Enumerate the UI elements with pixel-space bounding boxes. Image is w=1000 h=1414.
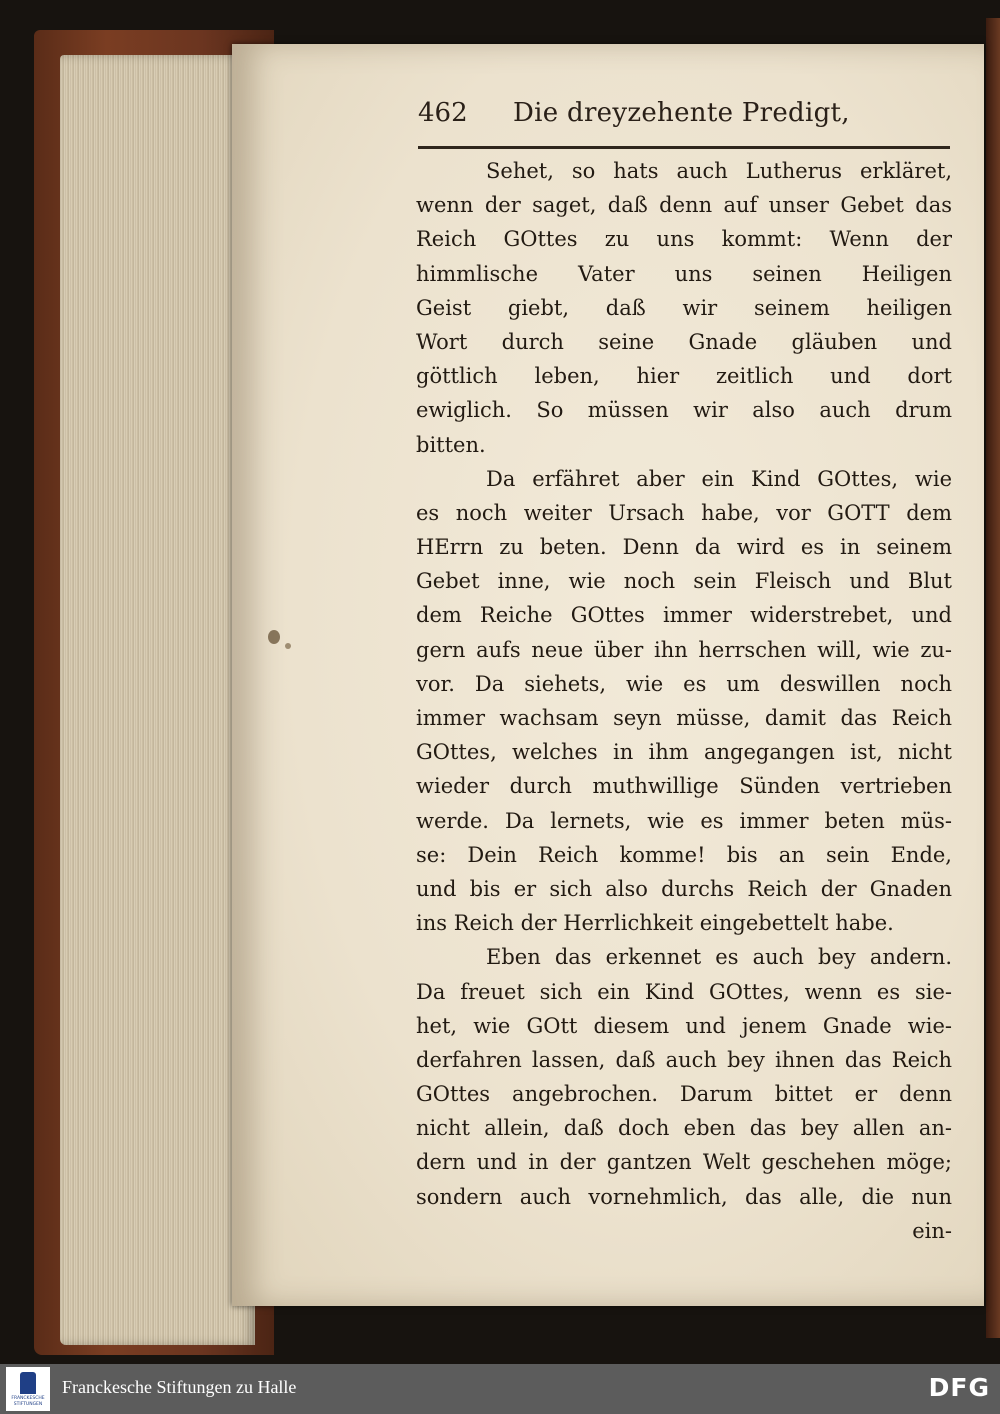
text-line: bitten.	[416, 432, 486, 457]
institution-logo-icon	[20, 1372, 36, 1394]
text-line: nicht allein, daß doch eben das bey allen an-	[416, 1116, 952, 1141]
text-line: himmlische Vater uns seinen Heiligen	[416, 261, 952, 286]
text-line: Reich GOttes zu uns kommt: Wenn der	[416, 227, 952, 252]
text-line: werde. Da lernets, wie es immer beten müs-	[416, 808, 952, 833]
dfg-logo[interactable]: DFG	[928, 1373, 990, 1402]
page-edges	[60, 55, 255, 1345]
text-line: wenn der saget, daß denn auf unser Gebet das	[416, 193, 952, 218]
text-line: Gebet inne, wie noch sein Fleisch und Blut	[416, 569, 952, 594]
text-line: derfahren lassen, daß auch bey ihnen das Reich	[416, 1047, 952, 1072]
text-line: Wort durch seine Gnade gläuben und	[416, 329, 952, 354]
text-line: se: Dein Reich komme! bis an sein Ende,	[416, 842, 952, 867]
text-line: het, wie GOtt diesem und jenem Gnade wie-	[416, 1013, 952, 1038]
text-line: wieder durch muthwillige Sünden vertrieben	[416, 774, 952, 799]
text-line: Eben das erkennet es auch bey andern.	[486, 945, 952, 970]
text-line: dern und in der gantzen Welt geschehen möge;	[416, 1150, 952, 1175]
cover-right-edge	[986, 18, 1000, 1338]
text-line: sondern auch vornehmlich, das alle, die nun	[416, 1184, 952, 1209]
text-line: GOttes, welches in ihm angegangen ist, nicht	[416, 740, 952, 765]
viewer-footer	[0, 1364, 1000, 1414]
running-title: Die dreyzehente Predigt,	[513, 98, 850, 128]
text-line: ins Reich der Herrlichkeit eingebettelt habe.	[416, 911, 894, 936]
text-line: HErrn zu beten. Denn da wird es in seinem	[416, 535, 952, 560]
text-line: und bis er sich also durchs Reich der Gnaden	[416, 876, 952, 901]
page-header	[418, 98, 958, 128]
text-line: GOttes angebrochen. Darum bittet er denn	[416, 1082, 952, 1107]
paper-stain	[268, 630, 280, 644]
logo-text-line2: STIFTUNGEN	[13, 1401, 43, 1407]
body-text	[416, 154, 952, 1248]
logo-text	[7, 1396, 49, 1407]
logo-text-line1: FRANCKESCHE	[11, 1396, 45, 1401]
institution-name[interactable]: Franckesche Stiftungen zu Halle	[62, 1377, 297, 1397]
text-line: Da freuet sich ein Kind GOttes, wenn es sie-	[416, 979, 952, 1004]
text-line: Da erfähret aber ein Kind GOttes, wie	[486, 466, 952, 491]
page-number: 462	[418, 98, 468, 128]
text-line: dem Reiche GOttes immer widerstrebet, und	[416, 603, 952, 628]
text-line: ewiglich. So müssen wir also auch drum	[416, 398, 952, 423]
text-line: vor. Da siehets, wie es um deswillen noch	[416, 671, 952, 696]
text-line: immer wachsam seyn müsse, damit das Reich	[416, 706, 952, 730]
paper-stain-small	[285, 643, 291, 649]
text-line: göttlich leben, hier zeitlich und dort	[416, 364, 952, 389]
text-line: gern aufs neue über ihn herrschen will, wie zu-	[416, 637, 952, 662]
catchword: ein-	[912, 1218, 952, 1243]
text-line: Geist giebt, daß wir seinem heiligen	[416, 295, 952, 320]
header-rule	[418, 146, 950, 149]
text-line: Sehet, so hats auch Lutherus erkläret,	[486, 159, 952, 183]
franckesche-logo[interactable]	[6, 1367, 50, 1411]
text-line: es noch weiter Ursach habe, vor GOTT dem	[416, 500, 952, 525]
